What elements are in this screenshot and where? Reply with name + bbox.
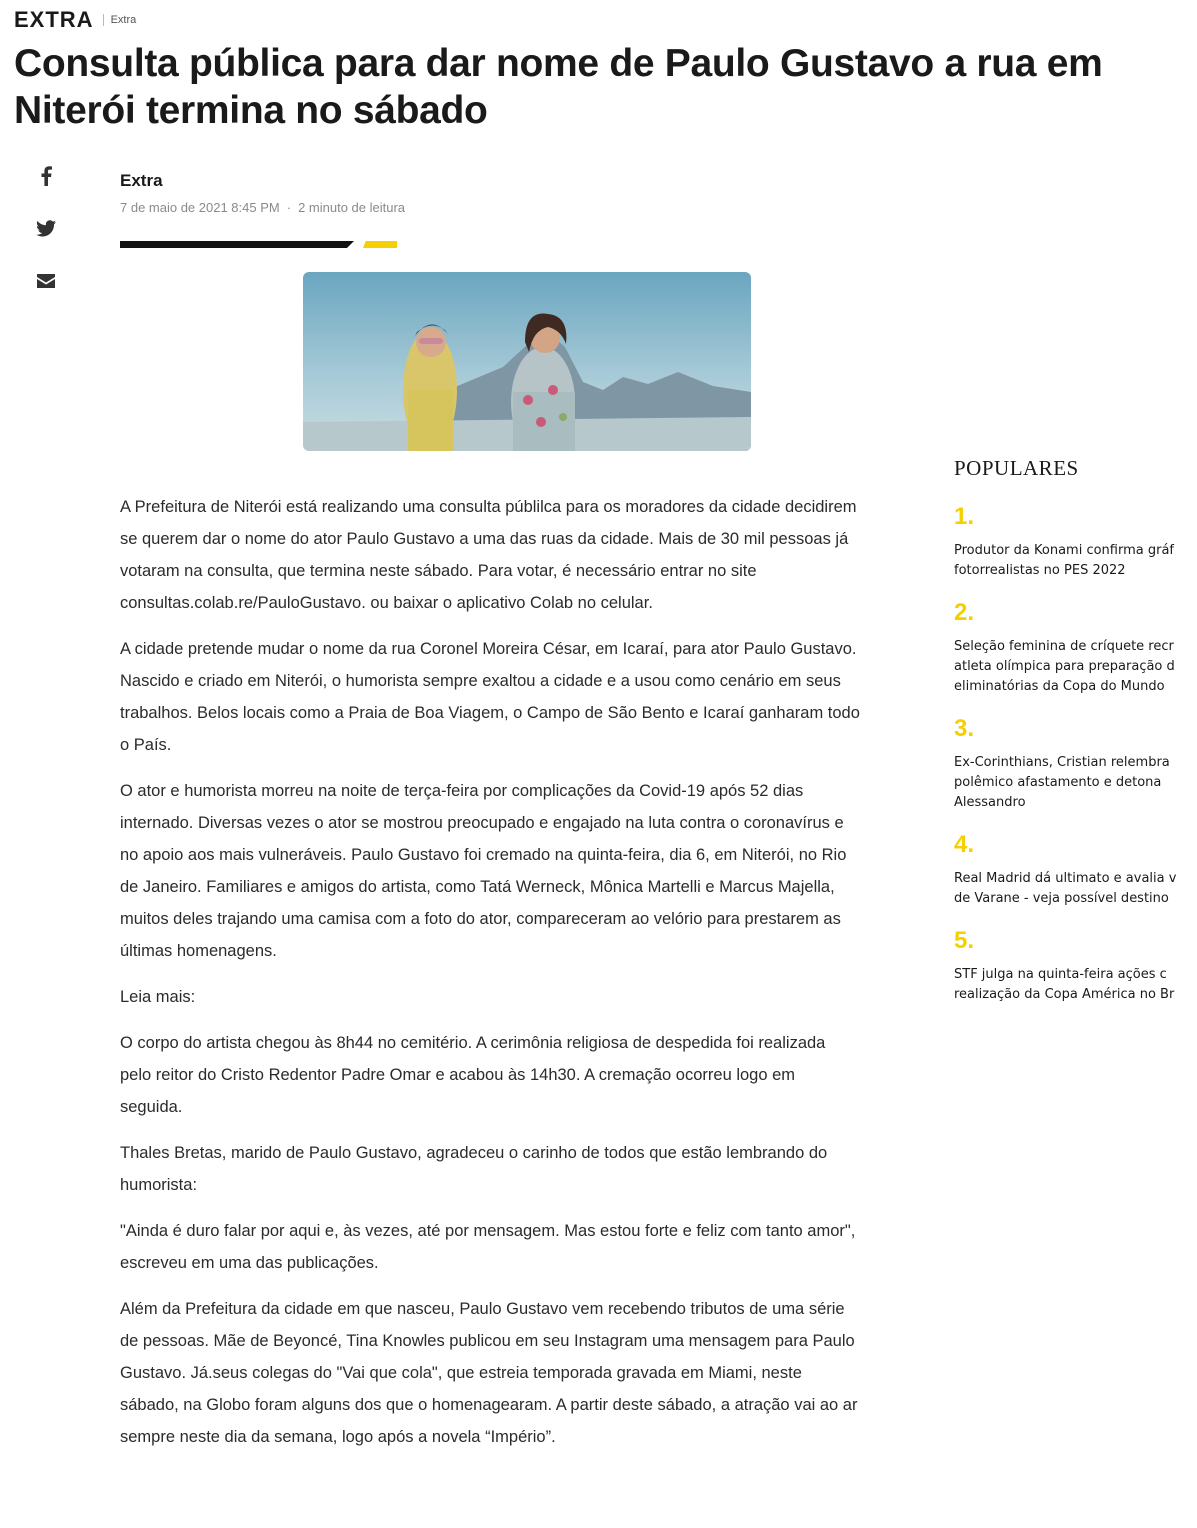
article-headline: Consulta pública para dar nome de Paulo Gustavo a rua em Niterói termina no sábado bbox=[14, 42, 1103, 132]
article-paragraph: Thales Bretas, marido de Paulo Gustavo, agradeceu o carinho de todos que estão lembrando do humorista: bbox=[120, 1144, 828, 1194]
popular-rank: 1. bbox=[954, 503, 975, 530]
article-paragraph: Além da Prefeitura da cidade em que nasceu, Paulo Gustavo vem recebendo tributos de uma série de pessoas. Mãe de Beyoncé, Tina Knowles publicou em seu Instagram uma mensagem para Paulo Gustavo. Já.seus colegas do "Vai que cola", que estreia temporada gravada em Miami, neste sábado, na Globo foram alguns dos que o homenagearam. A partir deste sábado, a atração vai ao ar sempre neste dia da semana, logo após a novela “Império”. bbox=[120, 1300, 858, 1446]
popular-item[interactable] bbox=[954, 599, 1197, 697]
divider-yellow bbox=[363, 241, 397, 248]
publish-date: 7 de maio de 2021 8:45 PM bbox=[120, 200, 280, 215]
popular-headline-line: Produtor da Konami confirma gráf bbox=[954, 543, 1174, 558]
popular-headline-line: eliminatórias da Copa do Mundo bbox=[954, 679, 1165, 694]
reading-time: 2 minuto de leitura bbox=[298, 200, 406, 215]
popular-headline-line: Alessandro bbox=[954, 795, 1026, 810]
popular-item[interactable] bbox=[954, 831, 1197, 909]
article-paragraph: O corpo do artista chegou às 8h44 no cemitério. A cerimônia religiosa de despedida foi realizada pelo reitor do Cristo Redentor Padre Omar e acabou às 14h30. A cremação ocorreu logo em seguida. bbox=[120, 1034, 826, 1116]
article-paragraph: O ator e humorista morreu na noite de terça-feira por complicações da Covid-19 após 52 dias internado. Diversas vezes o ator se mostrou preocupado e engajado na luta contra o coronavírus e no apoio aos mais vulneráveis. Paulo Gustavo foi cremado na quinta-feira, dia 6, em Niterói, no Rio de Janeiro. Familiares e amigos do artista, como Tatá Werneck, Mônica Martelli e Marcus Majella, muitos deles trajando uma camisa com a foto do ator, compareceram ao velório para prestarem as últimas homenagens. bbox=[120, 782, 847, 960]
read-more-label: Leia mais: bbox=[120, 988, 196, 1006]
popular-item[interactable] bbox=[954, 927, 1197, 1005]
facebook-icon bbox=[40, 166, 52, 186]
popular-rank: 4. bbox=[954, 831, 975, 858]
extra-logo[interactable]: EXTRA bbox=[14, 7, 94, 32]
popular-headline[interactable] bbox=[954, 637, 1197, 697]
section-link[interactable]: Extra bbox=[110, 14, 137, 26]
popular-headline-line: polêmico afastamento e detona bbox=[954, 775, 1162, 790]
article-paragraph: A cidade pretende mudar o nome da rua Coronel Moreira César, em Icaraí, para ator Paulo Gustavo. Nascido e criado em Niterói, o humorista sempre exaltou a cidade e a usou como cenário em seus trabalhos. Belos locais como a Praia de Boa Viagem, o Campo de São Bento e Icaraí ganharam todo o País. bbox=[120, 640, 860, 754]
popular-headline[interactable] bbox=[954, 965, 1197, 1005]
popular-rank: 3. bbox=[954, 715, 975, 742]
popular-headline[interactable] bbox=[954, 869, 1197, 909]
popular-headline-line: Ex-Corinthians, Cristian relembra bbox=[954, 755, 1170, 770]
popular-headline-line: STF julga na quinta-feira ações c bbox=[954, 967, 1167, 982]
popular-headline[interactable] bbox=[954, 541, 1197, 581]
popular-rank: 5. bbox=[954, 927, 975, 954]
popular-rank: 2. bbox=[954, 599, 975, 626]
popular-headline[interactable] bbox=[954, 753, 1197, 813]
popular-item[interactable] bbox=[954, 715, 1197, 813]
share-bar bbox=[33, 166, 59, 328]
article-meta bbox=[120, 200, 405, 215]
hero-image bbox=[303, 272, 751, 451]
email-share-button[interactable] bbox=[33, 274, 59, 300]
header-divider bbox=[103, 14, 104, 26]
popular-heading: POPULARES bbox=[954, 456, 1079, 480]
popular-headline-line: Seleção feminina de críquete recr bbox=[954, 639, 1174, 654]
meta-separator: · bbox=[286, 200, 292, 215]
facebook-share-button[interactable] bbox=[33, 166, 59, 192]
twitter-icon bbox=[36, 220, 56, 237]
popular-headline-line: de Varane - veja possível destino bbox=[954, 891, 1169, 906]
author-name[interactable]: Extra bbox=[120, 171, 163, 190]
popular-item[interactable] bbox=[954, 503, 1197, 581]
article-paragraph: A Prefeitura de Niterói está realizando uma consulta públilca para os moradores da cidade decidirem se querem dar o nome do ator Paulo Gustavo a uma das ruas da cidade. Mais de 30 mil pessoas já votaram na consulta, que termina neste sábado. Para votar, é necessário entrar no site consultas.colab.re/PauloGustavo. ou baixar o aplicativo Colab no celular. bbox=[120, 498, 857, 612]
site-header bbox=[14, 8, 136, 32]
twitter-share-button[interactable] bbox=[33, 220, 59, 246]
article-body bbox=[120, 491, 860, 1467]
popular-headline-line: atleta olímpica para preparação d bbox=[954, 659, 1175, 674]
popular-headline-line: Real Madrid dá ultimato e avalia v bbox=[954, 871, 1177, 886]
divider-black bbox=[120, 241, 354, 248]
popular-headline-line: realização da Copa América no Br bbox=[954, 987, 1175, 1002]
popular-headline-line: fotorrealistas no PES 2022 bbox=[954, 563, 1126, 578]
article-quote: "Ainda é duro falar por aqui e, às vezes, até por mensagem. Mas estou forte e feliz com tanto amor", escreveu em uma das publicações. bbox=[120, 1222, 856, 1272]
email-icon bbox=[37, 274, 55, 288]
popular-sidebar bbox=[954, 456, 1197, 1023]
